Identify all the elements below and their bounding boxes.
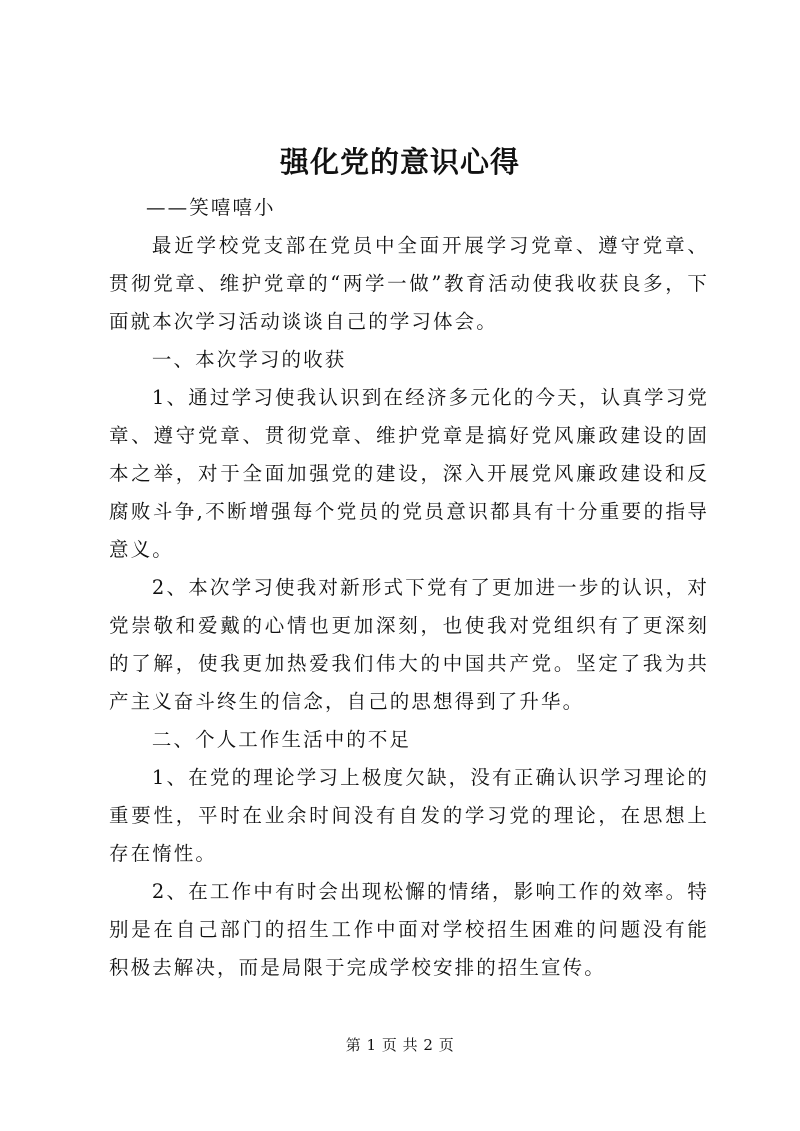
document-title: 强化党的意识心得 (279, 145, 520, 179)
document-body (109, 189, 709, 987)
section-heading-gains: 一、本次学习的收获 (151, 348, 347, 371)
paragraph-shortcoming-2: 2、在工作中有时会出现松懈的情绪，影响工作的效率。特别是在自己部门的招生工作中面对学校招生困难的问题没有能积极去解决，而是局限于完成学校安排的招生宣传。 (109, 880, 709, 979)
paragraph-gain-1: 1、通过学习使我认识到在经济多元化的今天，认真学习党章、遵守党章、贯彻党章、维护党章是搞好党风廉政建设的固本之举，对于全面加强党的建设，深入开展党风廉政建设和反腐败斗争,不断增强每个党员的党员意识都具有十分重要的指导意义。 (109, 386, 709, 561)
page-footer: 第 1 页 共 2 页 (345, 1036, 455, 1054)
paragraph-intro: 最近学校党支部在党员中全面开展学习党章、遵守党章、贯彻党章、维护党章的“两学一做”教育活动使我收获良多，下面就本次学习活动谈谈自己的学习体会。 (109, 234, 709, 333)
author-line: ——笑嘻嘻小 (146, 196, 276, 219)
paragraph-shortcoming-1: 1、在党的理论学习上极度欠缺，没有正确认识学习理论的重要性，平时在业余时间没有自发的学习党的理论，在思想上存在惰性。 (109, 766, 709, 865)
paragraph-gain-2: 2、本次学习使我对新形式下党有了更加进一步的认识，对党崇敬和爱戴的心情也更加深刻，也使我对党组织有了更深刻的了解，使我更加热爱我们伟大的中国共产党。坚定了我为共产主义奋斗终生的信念，自己的思想得到了升华。 (109, 576, 709, 713)
section-heading-shortcomings: 二、个人工作生活中的不足 (151, 728, 412, 751)
